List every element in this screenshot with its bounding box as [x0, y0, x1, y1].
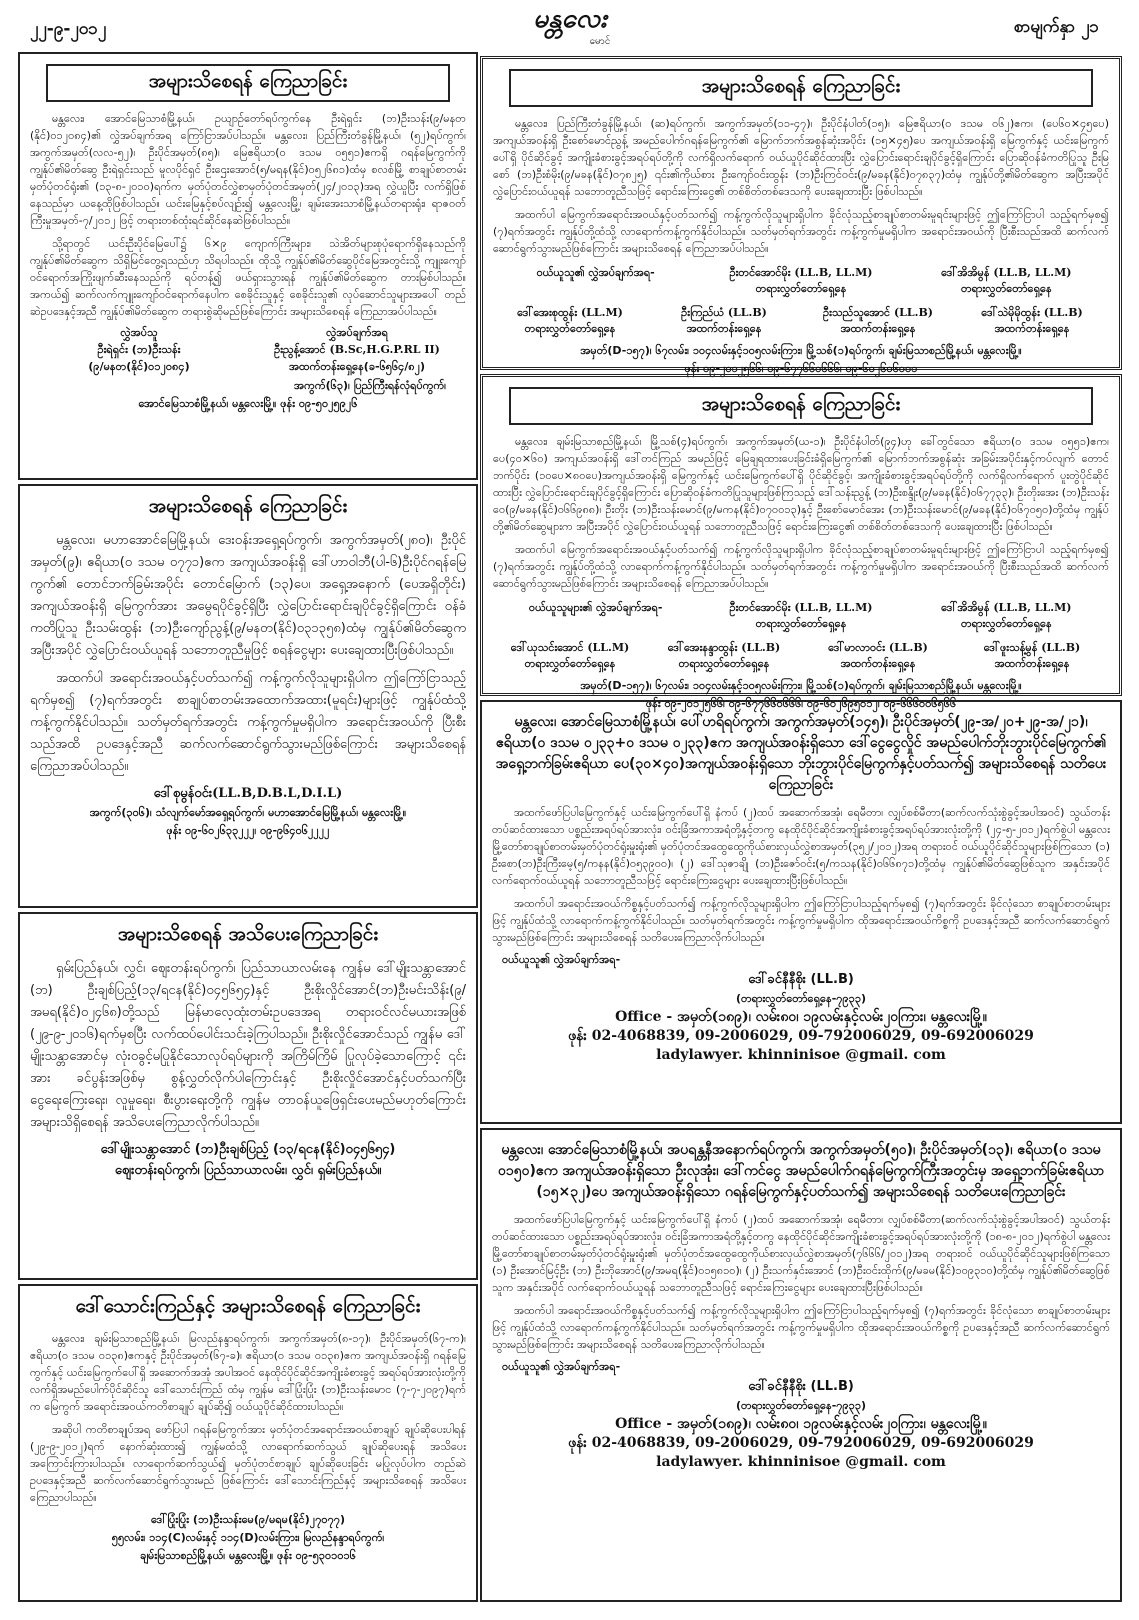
notice-title: အများသိစေရန် ကြေညာခြင်း — [509, 387, 1093, 425]
lawyer-list — [493, 303, 1109, 339]
lawyer-entry: ဦးကြည်ယံ (LL.B) အထက်တန်းရှေ့နေ — [681, 306, 767, 335]
signer-address: ၅၅လမ်း၊ ၁၁၄(C)လမ်းနှင့် ၁၁၄(D)လမ်းကြား၊ မြလည်နန္ဒာရပ်ကွက်၊ — [111, 1531, 385, 1544]
signature-details — [30, 360, 466, 376]
lawyer-name: ဒေါ်ခင်နီနီစိုး (LL.B) — [748, 972, 854, 987]
office-address: အမှတ်(D-၁၅၇)၊ ၆၇လမ်း၊ ၁၀၄လမ်းနှင့်၁၀၅လမ်းကြား၊ မြို့သစ်(၁)ရပ်ကွက်၊ ချမ်းမြသာစည်မြို့နယ်၊ မန္တလေးမြို့။ — [580, 344, 1022, 357]
signature-label: ဝယ်ယူသူ၏ လွှဲအပ်ချက်အရ- — [502, 953, 621, 966]
lawyer-label: လွှဲအပ်ချက်အရ — [326, 326, 388, 339]
notice-title: မန္တလေး၊ အောင်မြေသာစံမြို့နယ်၊ ပေါ်ဟရိရပ်ကွက်၊ အကွက်အမှတ်(၁၄၅)၊ ဦးပိုင်အမှတ်(၂၉-အ/၂၀+၂၉-အ/၂၁)၊ ဧရိယာ(၀ ဒသမ ၀၂၃၃+၀ ဒသမ ၀၂၃၃)ဧက အကျယ်အဝန်းရှိသော ဒေါ်ငွေငွေလှိုင် အမည်ပေါက်ဘိုးဘွားပိုင်မြေကွက်၏ အရှေ့ဘက်ခြမ်းဧရိယာ ပေ(၃၀×၄၀)အကျယ်အဝန်းရှိသော ဘိုးဘွားပိုင်မြေကွက်နှင့်ပတ်သက်၍ အများသိစေရန် သတိပေးကြေညာခြင်း — [495, 714, 1107, 793]
notice-title: အများသိစေရန် ကြေညာခြင်း — [509, 69, 1093, 107]
office-phone: ဖုန်း ၀၉-၂၀၁၂၅၆၆၊ ၀၉-၆၇၇၆၆၀၆၆၆၊ ၀၉-၆၀၂၆၀၆၀၀၁ — [684, 362, 918, 375]
lawyer-entry: ဒေါ်မာလာဝင်း (LL.B) အထက်တန်းရှေ့နေ — [828, 641, 928, 670]
lawyer-name: ဒေါ်ခင်နီနီစိုး (LL.B) — [748, 1379, 854, 1394]
lawyer-entry: ဒေါ်အေးနန္ဒာထွန်း (LL.B) တရားလွှတ်တော်ရှေ့နေ — [667, 641, 781, 670]
office-phone: ဖုန်း 02-4068839, 09-2006029, 09-792006029, 09-692006029 — [568, 1435, 1034, 1451]
office-phone: ဖုန်း 02-4068839, 09-2006029, 09-792006029, 09-692006029 — [568, 1028, 1034, 1044]
notice-ad-8 — [480, 1128, 1122, 1602]
notice-paragraph: အထက်ဖော်ပြပါမြေကွက်နှင့် ယင်းမြေကွက်ပေါ်ရှိ နံကပ် (၂)ထပ် အဆောက်အအုံ၊ ရေမီတာ၊ လျှပ်စစ်မီတာ(ဆက်လက်သုံးစွဲခွင့်အပါအဝင်) သွယ်တန်းတပ်ဆင်ထားသော ပစ္စည်းအရပ်ရပ်အားလုံး၊ ဝင်းခြံအကာအရံတို့နှင့်တကွ နေထိုင်ပိုင်ဆိုင်အကျိုးခံစားခွင့်အရပ်ရပ်အားလုံးတို့ကို (၂၄-၅-၂၀၁၂)ရက်စွဲပါ မန္တလေးမြို့တော်စာချုပ်စာတမ်းမှတ်ပုံတင်ရုံးမှူးရုံး၏ မှတ်ပုံတင်အထွေထွေကိုယ်စားလှယ်လွှဲစာအမှတ်(၃၅၂/၂၀၁၂)အရ တရားဝင် ဝယ်ယူပိုင်ဆိုင်သူများဖြစ်ကြသော (၁) ဦးစော(ဘ)ဦးကြီးမေ့(၅/ကနန(နိုင်)၀၅၃၉၀၀)၊ (၂) ဒေါ်သုဇာချို (ဘ)ဦးဇော်ဝင်း(၅/ကသန(နိုင်)၀၆၆၈၇၁)တို့ထံမှ ကျွန်ုပ်၏မိတ်ဆွေဖြစ်သူက အနှင်းအပိုင် လက်ရောက်ဝယ်ယူရန် သဘောတူညီသဖြင့် ရောင်းကြေးငွေများ ပေးချေထားပြီးဖြစ်ပါသည်။ — [492, 806, 1110, 887]
notice-title: အများသိစေရန် အသိပေးကြေညာခြင်း — [117, 923, 379, 945]
signer-address: ဈေးတန်းရပ်ကွက်၊ ပြည်သာယာလမ်း၊ လွှင်၊ ရှမ်းပြည်နယ်။ — [114, 1163, 382, 1178]
signature-names — [30, 343, 466, 359]
notice-paragraph: မန္တလေး၊ ချမ်းမြသာစည်မြို့နယ်၊ မြလည်နန္ဒာရပ်ကွက်၊ အကွက်အမှတ်(၈-၁၇)၊ ဦးပိုင်အမှတ်(၆၇-က)၊ ဧရိယာ(၀ ဒသမ ၀၁၃၈)ဧကနှင့် ဦးပိုင်အမှတ်(၆၇-ခ)၊ ဧရိယာ(၀ ဒသမ ၀၁၃၈)ဧက အကျယ်အဝန်းရှိ ဂရန်မြေကွက်နှင့် ယင်းမြေကွက်ပေါ်ရှိ အဆောက်အအုံ အပါအဝင် နေထိုင်ပိုင်ဆိုင်အကျိုးခံစားခွင့် အရပ်ရပ်အားလုံးတို့ကို လက်ရှိအမည်ပေါက်ပိုင်ဆိုင်သူ ဒေါ်သောင်းကြည် ထံမှ ကျွန်မ ဒေါ်ပြုံးပြုံး (ဘ)ဦးသန်းမောင (၇-၇-၂၀၉၇)ရက်က မြေကွက် အရောင်းအဝယ်ကတိစာချုပ် ချုပ်ဆို၍ ဝယ်ယူပိုင်ဆိုင်ထားပါသည်။ — [30, 1332, 466, 1413]
office-email: ladylawyer. khinninisoe @gmail. com — [656, 1454, 946, 1470]
lawyer-phone: ဖုန်း ၀၉-၆၀၂၆၃၃၂၂၂၊ ၀၉-၉၆၄၀၆၂၂၂၂ — [166, 824, 330, 837]
newspaper-logo — [505, 4, 635, 48]
notice-paragraph: အထက်ပါ အရောင်းအဝယ်နှင့်ပတ်သက်၍ ကန့်ကွက်လိုသူများရှိပါက ဤကြော်ငြာသည့် ရက်မှစ၍ (၇)ရက်အတွင်း စာချုပ်စာတမ်းအထောက်အထား(မူရင်း)များဖြင့် ကျွန်ုပ်ထံသို့ ကန့်ကွက်နိုင်ပါသည်။ သတ်မှတ်ရက်အတွင်း ကန့်ကွက်မှုမရှိပါက အရောင်းအဝယ်ကို ပြီးစီးသည်အထိ ဥပဒေနှင့်အညီ ဆက်လက်ဆောင်ရွက်သွားမည်ဖြစ်ကြောင်း အများသိစေရန် ကြေညာအပ်ပါသည်။ — [30, 671, 466, 774]
notice-ad-4 — [18, 1284, 478, 1602]
notice-ad-6 — [480, 374, 1122, 710]
notice-title: ဒေါ်သောင်းကြည်နှင့် အများသိစေရန် ကြေညာခြင်း — [75, 1295, 421, 1317]
signature-label: ဝယ်ယူသူများ၏ လွှဲအပ်ချက်အရ- — [528, 601, 663, 614]
lawyer-contact: အောင်မြေသာစံမြို့နယ်၊ မန္တလေးမြို့။ ဖုန်း ၀၉-၅၀၂၅၉၂၆ — [138, 397, 358, 410]
lawyer-list — [493, 598, 1109, 634]
signature-labels — [30, 326, 466, 342]
lawyer-entry: ဒေါ်အေးစုထွန်း (LL.M) တရားလွှတ်တော်ရှေ့နေ — [517, 306, 623, 335]
notice-ad-1 — [18, 52, 478, 480]
signer-phone: ချမ်းမြသာစည်မြို့နယ်၊ မန္တလေးမြို့။ ဖုန်း ၀၉-၅၃၀၁၀၁၆ — [140, 1549, 356, 1562]
notice-paragraph: မန္တလေး၊ ပြည်ကြီးတံခွန်မြို့နယ်၊ (ဆ)ရပ်ကွက်၊ အကွက်အမှတ်(၁၁-၄၇)၊ ဦးပိုင်နံပါတ်(၁၅)၊ မြေဧရိယာ(၀ ဒသမ ၀၆၂)ဧက၊ (ပေ၆၀×၄၅ပေ) အကျယ်အဝန်းရှိ ဦးစော်မောင်ညွန့် အမည်ပေါက်ဂရန်မြေကွက်၏ မြောက်ဘက်အစွန်ဆုံးအပိုင်း (၁၅×၄၅)ပေ အကျယ်အဝန်းရှိ မြေကွက်နှင့် ယင်းမြေကွက်ပေါ်ရှိ ပိုင်ဆိုင်ခွင့် အကျိုးခံစားခွင့်အရပ်ရပ်တို့ကို လက်ရှိလက်ရောက် ဝယ်ယူပိုင်ဆိုင်ထားပြီး လွှဲပြောင်းရောင်းချပိုင်ခွင့်ရှိကြောင်း ပြောဆိုဝန်ခံကတိပြုသူ ဦးမြစော် (ဘ)ဦးစံမိုး(၉/မခန(နိုင်)၀၇၈၂၅) ၎င်း၏ကိုယ်စား ဦးကျော်ဝင်းထွန်း (ဘ)ဦးကြင်ဝင်း(၉/မခန(နိုင်)၀၇၈၃၇)ထံမှ ကျွန်ုပ်တို့၏မိတ်ဆွေက အပြီးအပိုင် လွှဲပြောင်းဝယ်ယူရန် သဘောတူညီသဖြင့် ရောင်းကြေးငွေ၏ တစ်စိတ်တစ်ဒေသကို ပေးချေထားပြီး ဖြစ်ပါသည်။ — [493, 117, 1109, 198]
notice-paragraph: မန္တလေး၊ ချမ်းမြသာစည်မြို့နယ်၊ မြို့သစ်(၄)ရပ်ကွက်၊ အကွက်အမှတ်(ယ-၁)၊ ဦးပိုင်နံပါတ်(၉၄)ဟု ခေါ်တွင်သော ဧရိယာ(၀ ဒသမ ၀၅၅၁)ဧက၊ ပေ(၄၀×၆၀) အကျယ်အဝန်းရှိ ဒေါ်တင်ကြည် အမည်ဖြင့် မြေချရထားပေးခြင်းခံရှိမြေကွက်၏ မြောက်ဘက်အစွန်ဆုံး အခြမ်းအပိုင်းနှင့်ကပ်လျက် တောင်ဘက်ပိုင်း (၁၀ပေ×၈၀ပေ)အကျယ်အဝန်းရှိ မြေကွက်နှင့် ယင်းမြေကွက်ပေါ်ရှိ ပိုင်ဆိုင်ခွင့်၊ အကျိုးခံစားခွင့်အရပ်ရပ်တို့ကို လက်ရှိလက်ရောက် ပူးတွဲပိုင်ဆိုင်ထားပြီး လွှဲပြောင်းရောင်းချပိုင်ခွင့်ရှိကြောင်း ပြောဆိုဝန်ခံကတိပြုသူများဖြစ်ကြသည့် ဒေါ်သန်းညွန့် (ဘ)ဦးစန္ဒိုး(၉/မခန(နိုင်)၀၆၇၇၃၃)၊ ဦးတိုးအေး (ဘ)ဦးသန်းဝေ(၉/မခန(နိုင်)၀၆၆၉၈၈)၊ ဦးတိုး (ဘ)ဦးသန်းမောင်(၉/မကန(နိုင်)၀၇၀၀၁၃)နှင့် ဦးစော်မောင်အေး (ဘ)ဦးသန်းမောင်(၉/မခန(နိုင်)၀၆၇၀၅၀)တို့ထံမှ ကျွန်ုပ်တို့၏မိတ်ဆွေများက အပြီးအပိုင် လွှဲပြောင်းဝယ်ယူရန် သဘောတူညီသဖြင့် ရောင်းကြေးငွေ၏ တစ်စိတ်တစ်ဒေသကို ပေးချေထားပြီး ဖြစ်ပါသည်။ — [493, 435, 1109, 533]
lawyer-name: ဦးညွန့်အောင် (B.Sc,H.G.P.RL II) — [274, 343, 440, 356]
lawyer-role: (တရားလွှတ်တော်ရှေ့နေ-၇၉၃၃) — [735, 992, 867, 1005]
notice-title: မန္တလေး၊ အောင်မြေသာစံမြို့နယ်၊ အပရန္တနီအနောက်ရပ်ကွက်၊ အကွက်အမှတ်(၅၀)၊ ဦးပိုင်အမှတ်(၁၃)၊ ဧရိယာ(၀ ဒသမ ၀၁၅၀)ဧက အကျယ်အဝန်းရှိသော ဦးလုအုံး၊ ဒေါ်ကင်ငွေ အမည်ပေါက်ဂရန်မြေကွက်ကြီးအတွင်းမှ အရှေ့ဘက်ခြမ်းဧရိယာ (၁၅×၃၂)ပေ အကျယ်အဝန်းရှိသော ဂရန်မြေကွက်နှင့်ပတ်သက်၍ အများသိစေရန် သတိပေးကြေညာခြင်း — [497, 1142, 1105, 1200]
signature-label: ဝယ်ယူသူ၏ လွှဲအပ်ချက်အရ- — [536, 266, 655, 279]
notice-paragraph: အထက်ပါ မြေကွက်အရောင်းအဝယ်နှင့်ပတ်သက်၍ ကန့်ကွက်လိုသူများရှိပါက ခိုင်လုံသည့်စာချုပ်စာတမ်းမူရင်းများဖြင့် ဤကြော်ငြာပါ သည့်ရက်မှစ၍ (၇)ရက်အတွင်း ကျွန်ုပ်တို့ထံသို့ လာရောက်ကန့်ကွက်နိုင်ပါသည်။ သတ်မှတ်ရက်အတွင်း ကန့်ကွက်မှုမရှိပါက အရောင်းအဝယ်ကို ပြီးစီးသည်အထိ ဆက်လက်ဆောင်ရွက်သွားမည်ဖြစ်ကြောင်း အများသိစေရန် ကြေညာအပ်ပါသည်။ — [493, 543, 1109, 590]
notice-paragraph: အထက်ဖော်ပြပါမြေကွက်နှင့် ယင်းမြေကွက်ပေါ်ရှိ နံကပ် (၂)ထပ် အဆောက်အအုံ၊ ရေမီတာ၊ လျှပ်စစ်မီတာ(ဆက်လက်သုံးစွဲခွင့်အပါအဝင်) သွယ်တန်းတပ်ဆင်ထားသော ပစ္စည်းအရပ်ရပ်အားလုံး၊ ဝင်းခြံအကာအရံတို့နှင့်တကွ နေထိုင်ပိုင်ဆိုင်အကျိုးခံစားခွင့်အရပ်ရပ်အားလုံးတို့ကို (၁၈-၈-၂၀၁၂)ရက်စွဲပါ မန္တလေးမြို့တော်စာချုပ်စာတမ်းမှတ်ပုံတင်ရုံးမှူးရုံး၏ မှတ်ပုံတင်အထွေထွေကိုယ်စားလှယ်လွှဲစာအမှတ်(၇၆၆၆/၂၀၁၂)အရ တရားဝင် ဝယ်ယူပိုင်ဆိုင်သူများဖြစ်ကြသော (၁) ဦးအောင်မြင့်ဦး (ဘ) ဦးဘိုအောင်(၉/အမရ(နိုင်)၀၁၅၈၁၀)၊ (၂) ဦးသက်နှင်းအောင် (ဘ)ဦးဝင်းထိုက်(၉/မခမ(နိုင်)၁၀၉၃၁၀)တို့ထံမှ ကျွန်ုပ်၏မိတ်ဆွေဖြစ်သူက အနှင်းအပိုင် လက်ရောက်ဝယ်ယူရန် သဘောတူညီသဖြင့် ရောင်းကြေးငွေများ ပေးချေထားပြီးဖြစ်ပါသည်။ — [492, 1213, 1110, 1294]
lawyer-entry: ဒေါ်ယုသင်းအောင် (LL.M) တရားလွှတ်တော်ရှေ့နေ — [510, 641, 630, 670]
lawyer-address: အကွက်(၃၀၆)၊ သံလျက်မော်အရှေ့ရပ်ကွက်၊ မဟာအောင်မြေမြို့နယ်၊ မန္တလေးမြို့။ — [89, 806, 407, 819]
notice-paragraph: အထက်ပါ မြေကွက်အရောင်းအဝယ်နှင့်ပတ်သက်၍ ကန့်ကွက်လိုသူများရှိပါက ခိုင်လုံသည့်စာချုပ်စာတမ်းမူရင်းများဖြင့် ဤကြော်ငြာပါ သည့်ရက်မှစ၍ (၇)ရက်အတွင်း ကျွန်ုပ်တို့ထံသို့ လာရောက်ကန့်ကွက်နိုင်ပါသည်။ သတ်မှတ်ရက်အတွင်း ကန့်ကွက်မှုမရှိပါက အရောင်းအဝယ်ကို ပြီးစီးသည်အထိ ဆက်လက်ဆောင်ရွက်သွားမည်ဖြစ်ကြောင်း အများသိစေရန် ကြေညာအပ်ပါသည်။ — [493, 208, 1109, 255]
lawyer-entry: ဒေါ်ဖူးသန့်မွန် (LL.B) အထက်တန်းရှေ့နေ — [983, 641, 1081, 670]
office-address: Office - အမှတ်(၁၈၉)၊ လမ်း၈၀၊ ၁၉လမ်းနှင့်လမ်း၂၀ကြား၊ မန္တလေးမြို့။ — [615, 1009, 987, 1025]
lawyer-entry: ဦးသည်သူအောင် (LL.B) အထက်တန်းရှေ့နေ — [823, 306, 933, 335]
signer-label: လွှဲအပ်သူ — [120, 326, 158, 339]
lawyer-entry: ဒေါ်အိအိမွန် (LL.B, LL.M) တရားလွှတ်တော်ရှေ့နေ — [941, 266, 1072, 295]
notice-ad-7 — [480, 700, 1122, 1124]
signer-name: ဒေါ်ပြုံးပြုံး (ဘ)ဦးသန်းမေ(၉/မရမ(နိုင်)၂၇၀၇၇) — [151, 1513, 345, 1526]
notice-title: အများသိစေရန် ကြေညာခြင်း — [46, 64, 450, 102]
lawyer-list — [493, 638, 1109, 674]
notice-paragraph: ရှမ်းပြည်နယ်၊ လွှင်၊ ဈေးတန်းရပ်ကွက်၊ ပြည်သာယာလမ်းနေ ကျွန်မ ဒေါ်မျိုးသန္တာအောင် (ဘ) ဦးချစ်ပြည့်(၁၃/ရငန(နိုင်)၀၄၅၆၅၄)နှင့် ဦးစိုးလှိုင်အောင်(ဘ)ဦးမင်းသိန်း(၉/အမရ(နိုင်)၀၂၄၆၈)တို့သည် မြန်မာလေ့ထုံးတမ်းဥပဒေအရ တရားဝင်လင်မယားအဖြစ် (၂၉-၉-၂၀၁၆)ရက်မှစပြီး လက်ထပ်ပေါင်းသင်းခဲ့ကြပါသည်။ ဦးစိုးလှိုင်အောင်သည် ကျွန်မ ဒေါ်မျိုးသန္တာအောင်မှ လုံးဝခွင့်မပြုနိုင်သောလုပ်ရပ်များကို အကြိမ်ကြိမ် ပြုလုပ်ခဲ့သောကြောင့် ၎င်းအား ခင်ပွန်းအဖြစ်မှ စွန့်လွှတ်လိုက်ပါကြောင်းနှင့် ဦးစိုးလှိုင်အောင်နှင့်ပတ်သက်ပြီး ငွေရေးကြေးရေး၊ လူမှုရေး၊ စီးပွားရေးတို့ကို ကျွန်မ တာဝန်ယူဖြေရှင်းပေးမည်မဟုတ်ကြောင်း အများသိရှိစေရန် အသိပေးကြေညာလိုက်ပါသည်။ — [30, 961, 466, 1130]
lawyer-entry: ဒေါ်သဲမိုမိုထွန်း (LL.B) အထက်တန်းရှေ့နေ — [981, 306, 1083, 335]
office-email: ladylawyer. khinninisoe @gmail. com — [656, 1047, 946, 1063]
notice-paragraph: အထက်ပါ အရောင်းအဝယ်ကိစ္စနှင့်ပတ်သက်၍ ကန့်ကွက်လိုသူများရှိပါက ဤကြော်ငြာပါသည့်ရက်မှစ၍ (၇)ရက်အတွင်း ခိုင်လုံသော စာချုပ်စာတမ်းများဖြင့် ကျွန်ုပ်ထံသို့ လာရောက်ကန့်ကွက်နိုင်ပါသည်။ သတ်မှတ်ရက်အတွင်း ကန့်ကွက်မှုမရှိပါက ထိုအရောင်းအဝယ်ကိစ္စကို ဥပဒေနှင့်အညီ ဆက်လက်ဆောင်ရွက်သွားမည်ဖြစ်ကြောင်း အများသိစေရန် သတိပေးကြေညာလိုက်ပါသည်။ — [492, 1304, 1110, 1351]
signature-label: ဝယ်ယူသူ၏ လွှဲအပ်ချက်အရ- — [502, 1360, 621, 1373]
office-address: အမှတ်(D-၁၅၇)၊ ၆၇လမ်း၊ ၁၀၄လမ်းနှင့်၁၀၅လမ်းကြား၊ မြို့သစ်(၁)ရပ်ကွက်၊ ချမ်းမြသာစည်မြို့နယ်၊ မန္တလေးမြို့။ — [580, 679, 1022, 692]
lawyer-list — [493, 263, 1109, 299]
lawyer-entry: ဒေါ်အိအိမွန် (LL.B, LL.M) တရားလွှတ်တော်ရှေ့နေ — [941, 601, 1072, 630]
office-address: Office - အမှတ်(၁၈၉)၊ လမ်း၈၀၊ ၁၉လမ်းနှင့်လမ်း၂၀ကြား၊ မန္တလေးမြို့။ — [615, 1416, 987, 1432]
notice-ad-2 — [18, 484, 478, 908]
notice-paragraph: မန္တလေး၊ မဟာအောင်မြေမြို့နယ်၊ ဒေးဝန်းအရှေ့ရပ်ကွက်၊ အကွက်အမှတ်(၂၈၀)၊ ဦးပိုင်အမှတ်(၉)၊ ဧရိယာ(၀ ဒသမ ၀၇၇၁)ဧက အကျယ်အဝန်းရှိ ဒေါ်ဟာဝါဘီ(ပါ-၆)ဦးပိုင်ဂရန်မြေကွက်၏ တောင်ဘက်ခြမ်းအပိုင်း တောင်မြောက် (၁၃)ပေ၊ အရှေ့အနောက် (ပေအရှိတိုင်း) အကျယ်အဝန်းရှိ မြေကွက်အား အမွေရပိုင်ခွင့်ရှိပြီး လွှဲပြောင်းရောင်းချပိုင်ခွင့်ရှိကြောင်း ဝန်ခံကတိပြုသူ ဦးသမ်းထွန်း (ဘ)ဦးကျော်ညွန့်(၉/မနတ(နိုင်)၀၃၁၃၅၈)ထံမှ ကျွန်ုပ်၏မိတ်ဆွေက အပြီးအပိုင် လွှဲပြောင်းဝယ်ယူရန် သဘောတူညီမှုဖြင့် စရန်ငွေများ ပေးချေထားပြီးဖြစ်ပါသည်။ — [30, 533, 466, 658]
notice-paragraph: သို့ရာတွင် ယင်းဦးပိုင်မြေပေါ်၌ ၆×၉ ကျောက်ကြီးများ၊ သဲအိတ်များစုပုံရောက်ရှိနေသည်ကို ကျွန်ုပ်၏မိတ်ဆွေက သိရှိမြင်တွေ့ရသည်ဟု သိရပါသည်။ ထိုသို့ ကျွန်ုပ်၏မိတ်ဆွေပိုင်မြေအတွင်းသို့ ကျူးကျော်ဝင်ရောက်အကြိုးဖျက်ဆီးနေသည်ကို ရပ်တန့်၍ ဖယ်ရှားသွားရန် ကျွန်ုပ်၏မိတ်ဆွေက တားမြစ်ပါသည်။ အကယ်၍ ဆက်လက်ကျူးကျော်ဝင်ရောက်နေပါက စေခိုင်းသူနှင့် စေခိုင်းသူ၏ လုပ်ဆောင်သူများအပေါ် တည်ဆဲဥပဒေနှင့်အညီ ကျွန်ုပ်၏မိတ်ဆွေက တရားစွဲဆိုမည်ဖြစ်ကြောင်း အများသိစေရန် ကြေညာအပ်ပါသည်။ — [30, 237, 466, 318]
notice-paragraph: မန္တလေး၊ အောင်မြေသာစံမြို့နယ်၊ ဥယျာဉ်တော်ရပ်ကွက်နေ ဦးရဲရှင်း (ဘ)ဦးသန်း(၉/မနတ (နိုင်)၀၁၂၀၈၄)၏ လွှဲအပ်ချက်အရ ကြော်ငြာအပ်ပါသည်။ မန္တလေး၊ ပြည်ကြီးတံခွန်မြို့နယ်၊ (၅၂)ရပ်ကွက်၊ အကွက်အမှတ်(လလ-၅၂)၊ ဦးပိုင်အမှတ်(၈၅)၊ မြေဧရိယာ(၀ ဒသမ ၀၅၅၁)ဧကရှိ ဂရန်မြေကွက်ကို ကျွန်ုပ်၏မိတ်ဆွေ ဦးရဲရှင်းသည် မူလပိုင်ရှင် ဦးဌေးအောင်(၅/မရန(နိုင်)၀၅၂၆၈၁)ထံမှ စလစ်မြို့ စာချုပ်စာတမ်းမှတ်ပုံတင်ရုံး၏ (၁၃-၈-၂၀၁၀)ရက်က မှတ်ပုံတင်လွှဲစာမှတ်ပုံတင်အမှတ်(၂၄/၂၀၁၃)အရ လွှဲယူပြီး လက်ရှိဖြစ်နေသည်မှာ ယနေ့ထိုဖြစ်ပါသည်။ ယင်းမြေနှင့်စပ်လျဉ်း၍ မန္တလေးမြို့၊ ချမ်းအေးသာစံမြို့နယ်တရားရုံး၊ ရာဇဝတ်ကြီးမှုအမှတ်-၇/၂၀၁၂ ဖြင့် တရားတစ်ထုံးရင်ဆိုင်နေဆဲဖြစ်ပါသည်။ — [30, 112, 466, 227]
lawyer-entry: ဦးတင်အောင်မိုး (LL.B, LL.M) တရားလွှတ်တော်ရှေ့နေ — [729, 601, 873, 630]
notice-paragraph: အဆိုပါ ကတိစာချုပ်အရ ဖော်ပြပါ ဂရန်မြေကွက်အား မှတ်ပုံတင်အရောင်းအဝယ်စာချုပ် ချုပ်ဆိုပေးပါရန် (၂၉-၉-၂၀၁၂)ရက် နောက်ဆုံးထား၍ ကျွန်မထံသို့ လာရောက်ဆက်သွယ် ချုပ်ဆိုပေးရန် အသိပေးအကြောင်းကြားပါသည်။ လာရောက်ဆက်သွယ်၍ မှတ်ပုံတင်စာချုပ် ချုပ်ဆိုပေးခြင်း မပြုလုပ်ပါက တည်ဆဲဥပဒေနှင့်အညီ ဆက်လက်ဆောင်ရွက်သွားမည် ဖြစ်ကြောင်း ဒေါ်သောင်းကြည်နှင့် အများသိစေရန် အသိပေးကြေညာပါသည်။ — [30, 1423, 466, 1504]
office-phone: ဖုန်း ၀၉-၂၀၁၂၅၆၆၊ ၀၉-၆၇၇၆၆၀၆၆၆၊ ၀၉-၆၀၂၆၉၅၀၁၂၊ ၀၉-၆၆၆၀၀၆၅၆၆ — [645, 697, 957, 710]
notice-title: အများသိစေရန် ကြေညာခြင်း — [148, 495, 348, 517]
lawyer-license: အထက်တန်းရှေ့နေ(ခ-၆၅၆၄/၈၂) — [288, 360, 426, 373]
issue-date: ၂၂-၉-၂၀၁၂ — [30, 19, 107, 39]
lawyer-name: ဒေါ်စုမွန်ဝင်း(LL.B,D.B.L,D.I.L) — [153, 786, 343, 801]
signer-name: ဒေါ်မျိုးသန္တာအောင် (ဘ)ဦးချစ်ပြည့် (၁၃/ရငန(နိုင်)၀၄၅၆၅၄) — [100, 1142, 396, 1157]
lawyer-address: အကွက်(၆၃)၊ ပြည်ကြီးရန်လုံရပ်ကွက်၊ — [294, 379, 446, 392]
signer-name: ဦးရဲရှင်း (ဘ)ဦးသန်း — [97, 343, 181, 356]
logo-title: မန္တလေး — [533, 4, 607, 34]
notice-ad-5 — [480, 56, 1122, 375]
notice-paragraph: အထက်ပါ အရောင်းအဝယ်ကိစ္စနှင့်ပတ်သက်၍ ကန့်ကွက်လိုသူများရှိပါက ဤကြော်ငြာပါသည့်ရက်မှစ၍ (၇)ရက်အတွင်း ခိုင်လုံသော စာချုပ်စာတမ်းများဖြင့် ကျွန်ုပ်ထံသို့ လာရောက်ကန့်ကွက်နိုင်ပါသည်။ သတ်မှတ်ရက်အတွင်း ကန့်ကွက်မှုမရှိပါက ထိုအရောင်းအဝယ်ကိစ္စကို ဥပဒေနှင့်အညီ ဆက်လက်ဆောင်ရွက်သွားမည်ဖြစ်ကြောင်း အများသိစေရန် သတိပေးကြေညာလိုက်ပါသည်။ — [492, 897, 1110, 944]
notice-ad-3 — [18, 912, 478, 1280]
signer-nrc: (၉/မနတ(နိုင်)၀၁၂၀၈၄) — [88, 360, 190, 373]
logo-subtitle: မောင် — [589, 36, 611, 47]
page-header — [0, 0, 1139, 52]
lawyer-entry: ဦးတင်အောင်မိုး (LL.B, LL.M) တရားလွှတ်တော်ရှေ့နေ — [729, 266, 873, 295]
page-number: စာမျက်နှာ ၂၁ — [1013, 17, 1099, 37]
lawyer-role: (တရားလွှတ်တော်ရှေ့နေ-၇၉၃၃) — [735, 1399, 867, 1412]
